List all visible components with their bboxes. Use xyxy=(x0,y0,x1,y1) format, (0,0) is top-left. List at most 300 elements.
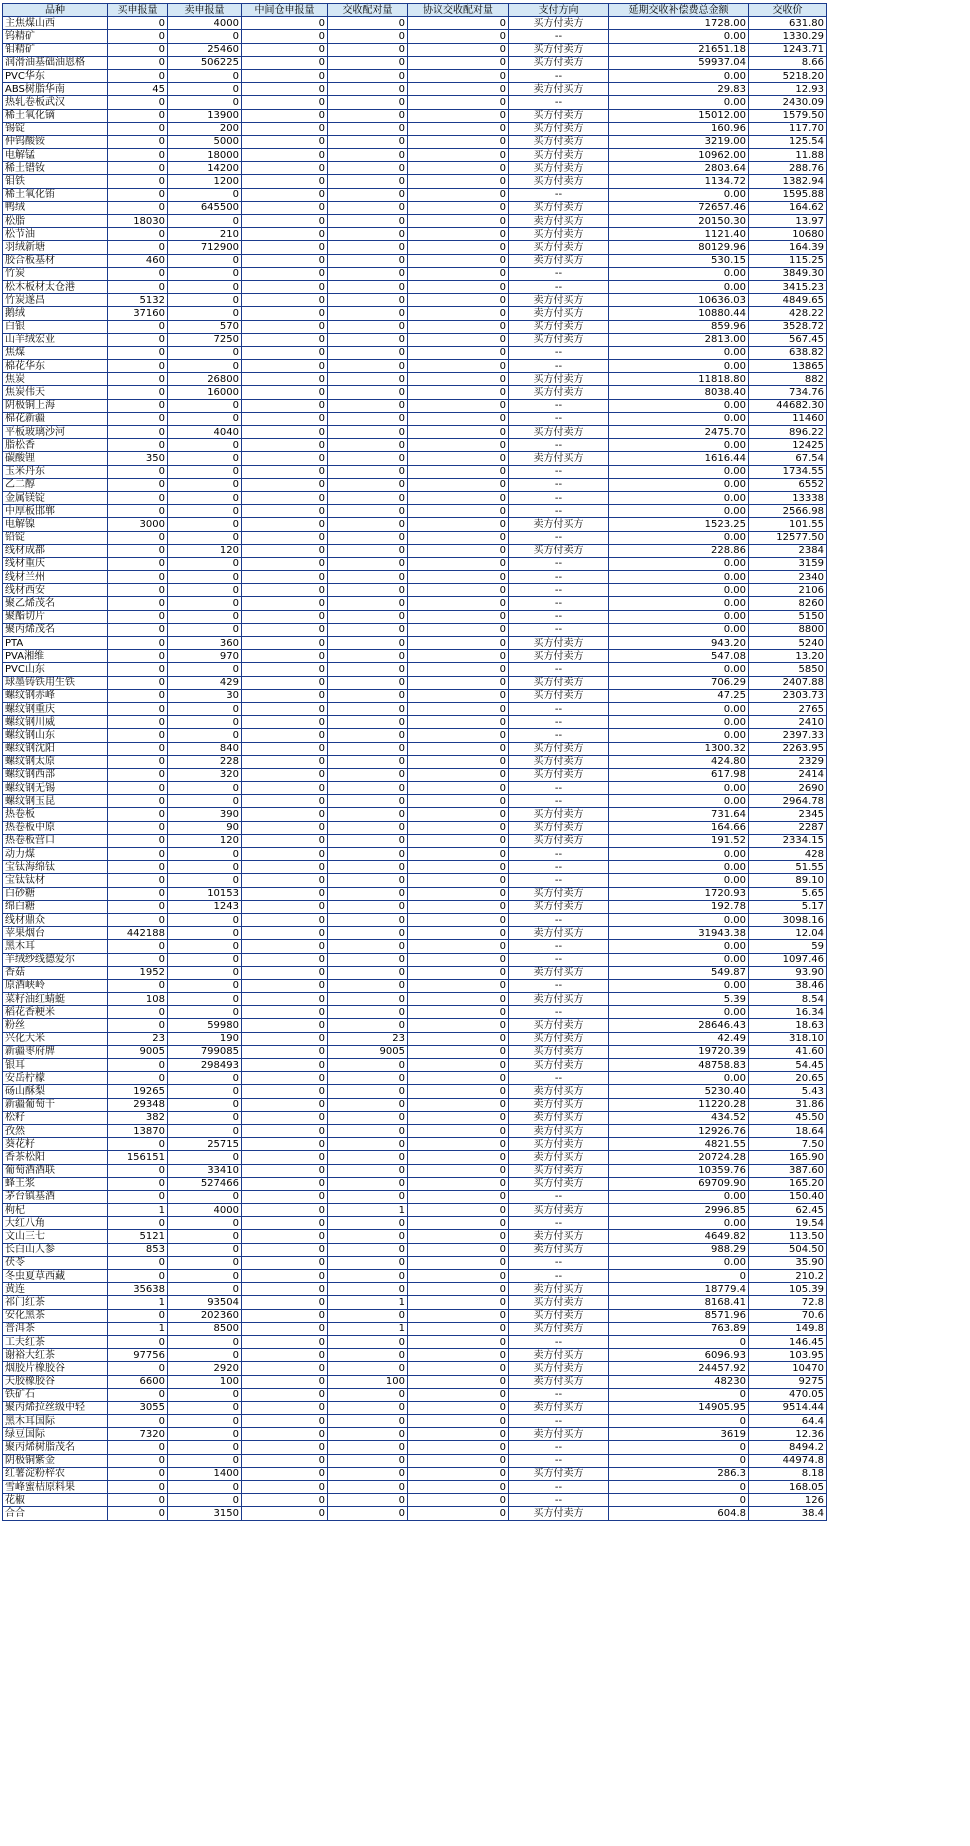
table-row xyxy=(3,1019,827,1032)
cell-buy-declared: 0 xyxy=(108,43,168,56)
cell-variety: 竹炭 xyxy=(3,267,108,280)
cell-agreement-matched: 0 xyxy=(408,56,509,69)
cell-payment-direction: -- xyxy=(509,491,609,504)
cell-variety: 兴化大米 xyxy=(3,1032,108,1045)
cell-intermediate-declared: 0 xyxy=(242,782,328,795)
cell-matched: 0 xyxy=(328,1177,408,1190)
cell-matched: 0 xyxy=(328,1388,408,1401)
cell-variety: 阴极铜上海 xyxy=(3,399,108,412)
table-row xyxy=(3,650,827,663)
cell-intermediate-declared: 0 xyxy=(242,1151,328,1164)
cell-variety: 新疆枣府牌 xyxy=(3,1045,108,1058)
cell-intermediate-declared: 0 xyxy=(242,544,328,557)
cell-buy-declared: 0 xyxy=(108,17,168,30)
cell-intermediate-declared: 0 xyxy=(242,610,328,623)
cell-agreement-matched: 0 xyxy=(408,821,509,834)
cell-payment-direction: 买方付卖方 xyxy=(509,1032,609,1045)
cell-delivery-price: 2287 xyxy=(749,821,827,834)
cell-buy-declared: 3000 xyxy=(108,518,168,531)
cell-buy-declared: 0 xyxy=(108,122,168,135)
cell-matched: 0 xyxy=(328,241,408,254)
table-row xyxy=(3,188,827,201)
table-row xyxy=(3,729,827,742)
cell-sell-declared: 3150 xyxy=(168,1507,242,1520)
cell-buy-declared: 18030 xyxy=(108,215,168,228)
cell-sell-declared: 712900 xyxy=(168,241,242,254)
cell-payment-direction: -- xyxy=(509,861,609,874)
cell-matched: 0 xyxy=(328,861,408,874)
cell-intermediate-declared: 0 xyxy=(242,386,328,399)
cell-intermediate-declared: 0 xyxy=(242,953,328,966)
cell-payment-direction: 卖方付买方 xyxy=(509,215,609,228)
cell-compensation-total: 3219.00 xyxy=(609,135,749,148)
cell-sell-declared: 0 xyxy=(168,188,242,201)
table-row xyxy=(3,294,827,307)
cell-buy-declared: 0 xyxy=(108,491,168,504)
cell-intermediate-declared: 0 xyxy=(242,1296,328,1309)
cell-variety: 棉花新疆 xyxy=(3,412,108,425)
cell-variety: 松节油 xyxy=(3,228,108,241)
cell-agreement-matched: 0 xyxy=(408,1322,509,1335)
cell-compensation-total: 0.00 xyxy=(609,1217,749,1230)
cell-intermediate-declared: 0 xyxy=(242,874,328,887)
cell-compensation-total: 0.00 xyxy=(609,663,749,676)
cell-delivery-price: 64.4 xyxy=(749,1415,827,1428)
cell-delivery-price: 2334.15 xyxy=(749,834,827,847)
cell-agreement-matched: 0 xyxy=(408,1217,509,1230)
cell-variety: 雪峰蜜桔原料果 xyxy=(3,1481,108,1494)
cell-variety: 聚丙烯拉丝级中轻 xyxy=(3,1401,108,1414)
cell-delivery-price: 18.64 xyxy=(749,1124,827,1137)
table-row xyxy=(3,1098,827,1111)
cell-matched: 0 xyxy=(328,215,408,228)
cell-buy-declared: 0 xyxy=(108,1415,168,1428)
cell-buy-declared: 0 xyxy=(108,979,168,992)
cell-variety: 黄连 xyxy=(3,1283,108,1296)
cell-intermediate-declared: 0 xyxy=(242,1309,328,1322)
cell-delivery-price: 2340 xyxy=(749,571,827,584)
cell-delivery-price: 1097.46 xyxy=(749,953,827,966)
cell-agreement-matched: 0 xyxy=(408,505,509,518)
cell-payment-direction: -- xyxy=(509,702,609,715)
cell-variety: 苹果烟台 xyxy=(3,927,108,940)
cell-payment-direction: 卖方付买方 xyxy=(509,83,609,96)
cell-matched: 1 xyxy=(328,1204,408,1217)
cell-variety: 螺纹钢赤峰 xyxy=(3,689,108,702)
cell-variety: 钼铁 xyxy=(3,175,108,188)
cell-buy-declared: 0 xyxy=(108,1441,168,1454)
cell-payment-direction: -- xyxy=(509,597,609,610)
cell-sell-declared: 25460 xyxy=(168,43,242,56)
cell-agreement-matched: 0 xyxy=(408,491,509,504)
cell-variety: 阴极铜紫金 xyxy=(3,1454,108,1467)
cell-payment-direction: -- xyxy=(509,795,609,808)
cell-compensation-total: 15012.00 xyxy=(609,109,749,122)
table-row xyxy=(3,716,827,729)
cell-intermediate-declared: 0 xyxy=(242,966,328,979)
cell-intermediate-declared: 0 xyxy=(242,795,328,808)
table-row xyxy=(3,927,827,940)
cell-intermediate-declared: 0 xyxy=(242,1283,328,1296)
cell-buy-declared: 0 xyxy=(108,1467,168,1480)
cell-payment-direction: 卖方付买方 xyxy=(509,1428,609,1441)
cell-delivery-price: 11.88 xyxy=(749,149,827,162)
cell-delivery-price: 2407.88 xyxy=(749,676,827,689)
cell-variety: 竹炭遂昌 xyxy=(3,294,108,307)
cell-matched: 0 xyxy=(328,228,408,241)
cell-compensation-total: 21651.18 xyxy=(609,43,749,56)
cell-sell-declared: 0 xyxy=(168,927,242,940)
cell-matched: 0 xyxy=(328,373,408,386)
cell-sell-declared: 0 xyxy=(168,518,242,531)
cell-sell-declared: 1200 xyxy=(168,175,242,188)
cell-payment-direction: 买方付卖方 xyxy=(509,122,609,135)
cell-delivery-price: 126 xyxy=(749,1494,827,1507)
cell-sell-declared: 8500 xyxy=(168,1322,242,1335)
cell-agreement-matched: 0 xyxy=(408,1111,509,1124)
cell-buy-declared: 1952 xyxy=(108,966,168,979)
cell-intermediate-declared: 0 xyxy=(242,294,328,307)
cell-sell-declared: 0 xyxy=(168,623,242,636)
cell-compensation-total: 0.00 xyxy=(609,505,749,518)
cell-variety: 鹅绒 xyxy=(3,307,108,320)
cell-compensation-total: 20150.30 xyxy=(609,215,749,228)
cell-intermediate-declared: 0 xyxy=(242,821,328,834)
cell-agreement-matched: 0 xyxy=(408,557,509,570)
cell-intermediate-declared: 0 xyxy=(242,478,328,491)
cell-delivery-price: 89.10 xyxy=(749,874,827,887)
table-row xyxy=(3,1204,827,1217)
cell-buy-declared: 0 xyxy=(108,1494,168,1507)
cell-matched: 0 xyxy=(328,557,408,570)
cell-buy-declared: 0 xyxy=(108,360,168,373)
cell-agreement-matched: 0 xyxy=(408,1454,509,1467)
cell-agreement-matched: 0 xyxy=(408,1085,509,1098)
cell-variety: 玉米丹东 xyxy=(3,465,108,478)
cell-agreement-matched: 0 xyxy=(408,412,509,425)
cell-sell-declared: 0 xyxy=(168,215,242,228)
cell-compensation-total: 0.00 xyxy=(609,346,749,359)
cell-variety: 聚丙烯树脂茂名 xyxy=(3,1441,108,1454)
cell-compensation-total: 988.29 xyxy=(609,1243,749,1256)
table-row xyxy=(3,1230,827,1243)
cell-payment-direction: -- xyxy=(509,953,609,966)
cell-payment-direction: -- xyxy=(509,505,609,518)
cell-agreement-matched: 0 xyxy=(408,623,509,636)
table-row xyxy=(3,808,827,821)
cell-variety: 孜然 xyxy=(3,1124,108,1137)
table-row xyxy=(3,307,827,320)
cell-variety: 铁矿石 xyxy=(3,1388,108,1401)
cell-compensation-total: 0.00 xyxy=(609,360,749,373)
cell-agreement-matched: 0 xyxy=(408,215,509,228)
cell-compensation-total: 29.83 xyxy=(609,83,749,96)
cell-payment-direction: 买方付卖方 xyxy=(509,241,609,254)
cell-buy-declared: 29348 xyxy=(108,1098,168,1111)
table-row xyxy=(3,56,827,69)
cell-buy-declared: 0 xyxy=(108,716,168,729)
cell-buy-declared: 0 xyxy=(108,241,168,254)
cell-buy-declared: 13870 xyxy=(108,1124,168,1137)
cell-sell-declared: 0 xyxy=(168,1349,242,1362)
cell-variety: 原酒峡岭 xyxy=(3,979,108,992)
cell-buy-declared: 0 xyxy=(108,874,168,887)
cell-agreement-matched: 0 xyxy=(408,294,509,307)
cell-matched: 0 xyxy=(328,135,408,148)
cell-compensation-total: 0.00 xyxy=(609,782,749,795)
cell-sell-declared: 0 xyxy=(168,557,242,570)
cell-agreement-matched: 0 xyxy=(408,729,509,742)
cell-agreement-matched: 0 xyxy=(408,320,509,333)
col-header-variety: 品种 xyxy=(3,4,108,17)
cell-delivery-price: 113.50 xyxy=(749,1230,827,1243)
table-row xyxy=(3,1270,827,1283)
cell-sell-declared: 0 xyxy=(168,1217,242,1230)
col-header-payment-direction: 支付方向 xyxy=(509,4,609,17)
cell-sell-declared: 360 xyxy=(168,637,242,650)
cell-agreement-matched: 0 xyxy=(408,175,509,188)
cell-delivery-price: 164.39 xyxy=(749,241,827,254)
cell-payment-direction: 买方付卖方 xyxy=(509,1204,609,1217)
cell-compensation-total: 20724.28 xyxy=(609,1151,749,1164)
cell-buy-declared: 23 xyxy=(108,1032,168,1045)
cell-agreement-matched: 0 xyxy=(408,188,509,201)
cell-payment-direction: -- xyxy=(509,1217,609,1230)
cell-delivery-price: 1595.88 xyxy=(749,188,827,201)
cell-compensation-total: 0.00 xyxy=(609,716,749,729)
cell-sell-declared: 0 xyxy=(168,861,242,874)
cell-sell-declared: 59980 xyxy=(168,1019,242,1032)
cell-delivery-price: 5850 xyxy=(749,663,827,676)
cell-buy-declared: 382 xyxy=(108,1111,168,1124)
table-row xyxy=(3,1177,827,1190)
cell-intermediate-declared: 0 xyxy=(242,1454,328,1467)
cell-intermediate-declared: 0 xyxy=(242,267,328,280)
cell-matched: 0 xyxy=(328,1230,408,1243)
cell-delivery-price: 734.76 xyxy=(749,386,827,399)
cell-buy-declared: 0 xyxy=(108,333,168,346)
table-row xyxy=(3,1256,827,1269)
cell-buy-declared: 0 xyxy=(108,702,168,715)
cell-payment-direction: 买方付卖方 xyxy=(509,755,609,768)
cell-buy-declared: 0 xyxy=(108,1217,168,1230)
cell-compensation-total: 731.64 xyxy=(609,808,749,821)
cell-buy-declared: 1 xyxy=(108,1322,168,1335)
cell-compensation-total: 2803.64 xyxy=(609,162,749,175)
cell-buy-declared: 442188 xyxy=(108,927,168,940)
cell-payment-direction: 买方付卖方 xyxy=(509,109,609,122)
cell-compensation-total: 0.00 xyxy=(609,531,749,544)
cell-compensation-total: 0.00 xyxy=(609,571,749,584)
cell-compensation-total: 0.00 xyxy=(609,702,749,715)
cell-payment-direction: 买方付卖方 xyxy=(509,43,609,56)
cell-sell-declared: 0 xyxy=(168,1401,242,1414)
cell-agreement-matched: 0 xyxy=(408,940,509,953)
cell-variety: 安化黑茶 xyxy=(3,1309,108,1322)
cell-buy-declared: 0 xyxy=(108,900,168,913)
cell-variety: 天胶橡胶谷 xyxy=(3,1375,108,1388)
cell-agreement-matched: 0 xyxy=(408,1059,509,1072)
cell-sell-declared: 210 xyxy=(168,228,242,241)
cell-sell-declared: 527466 xyxy=(168,1177,242,1190)
table-row xyxy=(3,782,827,795)
cell-compensation-total: 0.00 xyxy=(609,1006,749,1019)
cell-intermediate-declared: 0 xyxy=(242,1059,328,1072)
table-row xyxy=(3,689,827,702)
cell-payment-direction: -- xyxy=(509,465,609,478)
col-header-matched: 交收配对量 xyxy=(328,4,408,17)
cell-delivery-price: 149.8 xyxy=(749,1322,827,1335)
cell-variety: 祁门红茶 xyxy=(3,1296,108,1309)
cell-matched: 0 xyxy=(328,874,408,887)
cell-intermediate-declared: 0 xyxy=(242,848,328,861)
table-row xyxy=(3,1507,827,1520)
cell-intermediate-declared: 0 xyxy=(242,1032,328,1045)
cell-buy-declared: 1 xyxy=(108,1204,168,1217)
cell-matched: 0 xyxy=(328,1441,408,1454)
cell-variety: 黑木耳国际 xyxy=(3,1415,108,1428)
cell-delivery-price: 3415.23 xyxy=(749,280,827,293)
cell-intermediate-declared: 0 xyxy=(242,1481,328,1494)
table-row xyxy=(3,861,827,874)
cell-compensation-total: 5.39 xyxy=(609,993,749,1006)
cell-agreement-matched: 0 xyxy=(408,531,509,544)
cell-payment-direction: -- xyxy=(509,623,609,636)
cell-agreement-matched: 0 xyxy=(408,1243,509,1256)
cell-intermediate-declared: 0 xyxy=(242,913,328,926)
table-row xyxy=(3,215,827,228)
cell-compensation-total: 8168.41 xyxy=(609,1296,749,1309)
cell-intermediate-declared: 0 xyxy=(242,69,328,82)
cell-payment-direction: -- xyxy=(509,1256,609,1269)
cell-delivery-price: 41.60 xyxy=(749,1045,827,1058)
cell-variety: 稀土氧化铕 xyxy=(3,188,108,201)
cell-agreement-matched: 0 xyxy=(408,848,509,861)
cell-delivery-price: 19.54 xyxy=(749,1217,827,1230)
cell-agreement-matched: 0 xyxy=(408,637,509,650)
table-row xyxy=(3,623,827,636)
cell-agreement-matched: 0 xyxy=(408,162,509,175)
cell-payment-direction: -- xyxy=(509,940,609,953)
cell-variety: 谢裕大红茶 xyxy=(3,1349,108,1362)
table-row xyxy=(3,1124,827,1137)
cell-variety: 螺纹钢山东 xyxy=(3,729,108,742)
table-row xyxy=(3,96,827,109)
cell-agreement-matched: 0 xyxy=(408,1019,509,1032)
cell-intermediate-declared: 0 xyxy=(242,557,328,570)
cell-sell-declared: 0 xyxy=(168,1190,242,1203)
cell-delivery-price: 13865 xyxy=(749,360,827,373)
cell-matched: 0 xyxy=(328,426,408,439)
cell-sell-declared: 5000 xyxy=(168,135,242,148)
cell-agreement-matched: 0 xyxy=(408,241,509,254)
cell-agreement-matched: 0 xyxy=(408,386,509,399)
cell-intermediate-declared: 0 xyxy=(242,1098,328,1111)
cell-delivery-price: 5218.20 xyxy=(749,69,827,82)
cell-payment-direction: 买方付卖方 xyxy=(509,320,609,333)
cell-sell-declared: 0 xyxy=(168,1124,242,1137)
table-row xyxy=(3,637,827,650)
cell-buy-declared: 1 xyxy=(108,1296,168,1309)
cell-delivery-price: 1243.71 xyxy=(749,43,827,56)
cell-intermediate-declared: 0 xyxy=(242,861,328,874)
cell-delivery-price: 125.54 xyxy=(749,135,827,148)
cell-buy-declared: 0 xyxy=(108,373,168,386)
cell-intermediate-declared: 0 xyxy=(242,702,328,715)
table-row xyxy=(3,346,827,359)
cell-sell-declared: 0 xyxy=(168,1270,242,1283)
col-header-sell-declared: 卖申报量 xyxy=(168,4,242,17)
cell-intermediate-declared: 0 xyxy=(242,676,328,689)
cell-delivery-price: 105.39 xyxy=(749,1283,827,1296)
cell-agreement-matched: 0 xyxy=(408,122,509,135)
cell-buy-declared: 0 xyxy=(108,30,168,43)
cell-payment-direction: -- xyxy=(509,716,609,729)
cell-sell-declared: 0 xyxy=(168,1085,242,1098)
cell-agreement-matched: 0 xyxy=(408,782,509,795)
cell-agreement-matched: 0 xyxy=(408,571,509,584)
cell-compensation-total: 0.00 xyxy=(609,465,749,478)
table-row xyxy=(3,373,827,386)
cell-variety: 聚乙烯茂名 xyxy=(3,597,108,610)
cell-delivery-price: 428.22 xyxy=(749,307,827,320)
cell-agreement-matched: 0 xyxy=(408,900,509,913)
cell-variety: 蜂王浆 xyxy=(3,1177,108,1190)
cell-compensation-total: 0.00 xyxy=(609,861,749,874)
cell-buy-declared: 0 xyxy=(108,1072,168,1085)
table-row xyxy=(3,412,827,425)
cell-agreement-matched: 0 xyxy=(408,1006,509,1019)
table-body xyxy=(3,17,827,1520)
cell-variety: 螺纹钢沈阳 xyxy=(3,742,108,755)
cell-buy-declared: 0 xyxy=(108,149,168,162)
cell-matched: 0 xyxy=(328,584,408,597)
cell-matched: 0 xyxy=(328,96,408,109)
table-row xyxy=(3,1467,827,1480)
cell-matched: 0 xyxy=(328,1507,408,1520)
cell-variety: 线材鼎众 xyxy=(3,913,108,926)
cell-agreement-matched: 0 xyxy=(408,1151,509,1164)
cell-intermediate-declared: 0 xyxy=(242,531,328,544)
cell-variety: ABS树脂华南 xyxy=(3,83,108,96)
cell-agreement-matched: 0 xyxy=(408,1415,509,1428)
cell-delivery-price: 51.55 xyxy=(749,861,827,874)
cell-variety: 茅台镇基酒 xyxy=(3,1190,108,1203)
cell-payment-direction: -- xyxy=(509,1388,609,1401)
cell-delivery-price: 3528.72 xyxy=(749,320,827,333)
cell-payment-direction: 买方付卖方 xyxy=(509,768,609,781)
cell-agreement-matched: 0 xyxy=(408,149,509,162)
cell-intermediate-declared: 0 xyxy=(242,17,328,30)
cell-payment-direction: 买方付卖方 xyxy=(509,808,609,821)
cell-delivery-price: 12425 xyxy=(749,439,827,452)
cell-compensation-total: 2996.85 xyxy=(609,1204,749,1217)
cell-payment-direction: -- xyxy=(509,1481,609,1494)
cell-intermediate-declared: 0 xyxy=(242,1164,328,1177)
cell-sell-declared: 0 xyxy=(168,478,242,491)
cell-delivery-price: 1579.50 xyxy=(749,109,827,122)
cell-agreement-matched: 0 xyxy=(408,584,509,597)
cell-payment-direction: -- xyxy=(509,874,609,887)
cell-delivery-price: 8.66 xyxy=(749,56,827,69)
cell-intermediate-declared: 0 xyxy=(242,1085,328,1098)
cell-delivery-price: 44682.30 xyxy=(749,399,827,412)
table-row xyxy=(3,966,827,979)
cell-intermediate-declared: 0 xyxy=(242,663,328,676)
cell-matched: 0 xyxy=(328,109,408,122)
cell-sell-declared: 0 xyxy=(168,1388,242,1401)
cell-sell-declared: 429 xyxy=(168,676,242,689)
